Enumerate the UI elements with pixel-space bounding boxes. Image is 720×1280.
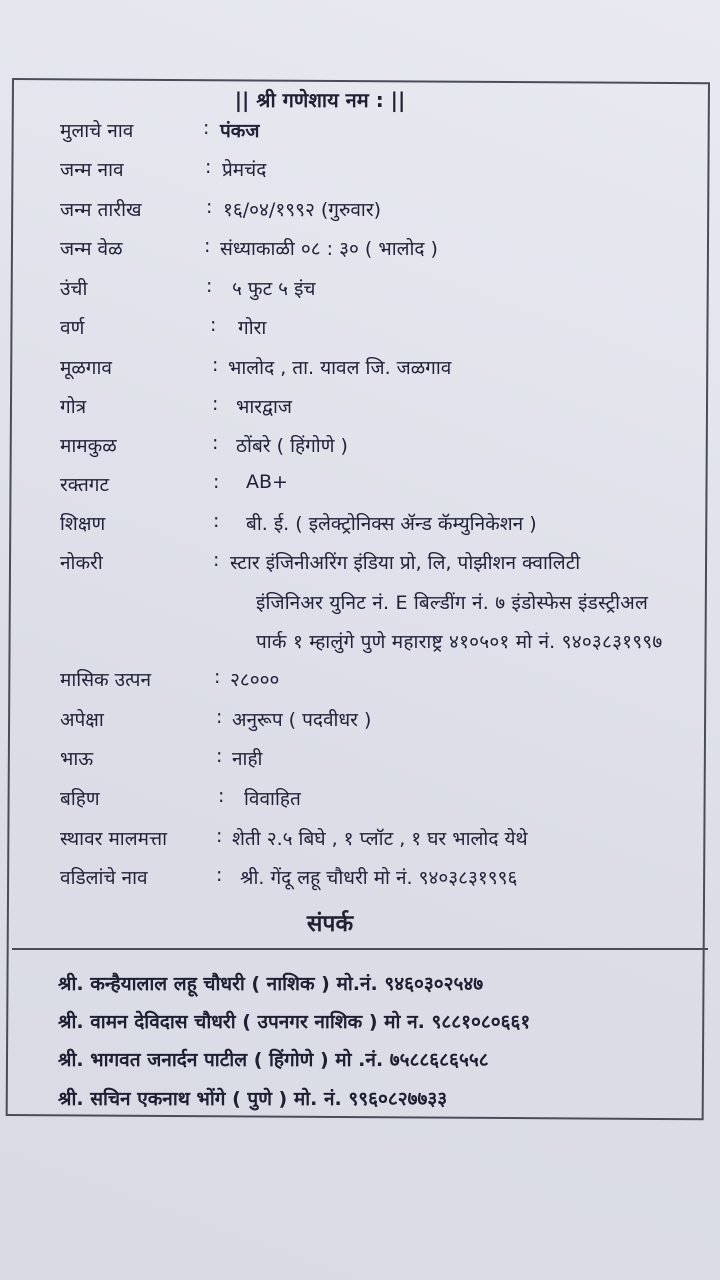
field-colon: : [210, 314, 217, 336]
field-label: गोत्र [60, 396, 87, 418]
field-colon: : [206, 275, 213, 297]
field-colon: : [216, 745, 223, 767]
field-colon: : [214, 666, 221, 688]
field-colon: : [212, 393, 219, 415]
field-label: अपेक्षा [60, 709, 104, 731]
field-value: विवाहित [244, 788, 301, 810]
field-colon: : [218, 785, 225, 807]
field-label: मामकुळ [60, 435, 117, 457]
page-title: || श्री गणेशाय नम : || [234, 88, 406, 112]
field-value: AB+ [246, 471, 288, 493]
field-colon: : [212, 432, 219, 454]
field-value: भालोद , ता. यावल जि. जळगाव [228, 357, 452, 379]
field-value: ५ फुट ५ इंच [232, 278, 316, 300]
field-label: नोकरी [60, 552, 103, 574]
field-value: प्रेमचंद [222, 159, 267, 181]
contact-heading: संपर्क [306, 911, 354, 937]
field-label: मासिक उत्पन [60, 669, 151, 691]
field-label: बहिण [60, 788, 100, 810]
contact-entry: श्री. वामन देविदास चौधरी ( उपनगर नाशिक ) मो न. ९८८१०८०६६१ [58, 1011, 531, 1033]
field-value: श्री. गेंदू लहू चौधरी मो नं. ९४०३८३१९९६ [240, 867, 518, 889]
field-colon: : [213, 510, 220, 532]
field-label: उंची [60, 278, 88, 300]
field-label: भाऊ [60, 748, 94, 770]
field-value: भारद्वाज [236, 396, 292, 418]
field-value: बी. ई. ( इलेक्ट्रोनिक्स ॲन्ड कॅम्युनिकेशन ) [246, 513, 537, 535]
field-colon: : [216, 825, 223, 847]
field-value: १६/०४/१९९२ (गुरुवार) [223, 199, 382, 221]
field-label: शिक्षण [60, 513, 106, 535]
field-value: ठोंबरे ( हिंगोणे ) [236, 435, 348, 457]
field-label: मुलाचे नाव [60, 120, 134, 142]
job-continuation-line: पार्क १ म्हालुंगे पुणे महाराष्ट्र ४१०५०१ मो नं. ९४०३८३१९९७ [256, 631, 663, 653]
field-value: शेती २.५ बिघे , १ प्लॉट , १ घर भालोद येथे [232, 828, 528, 850]
field-value: गोरा [238, 317, 267, 339]
field-label: जन्म तारीख [60, 199, 142, 221]
field-label: मूळगाव [60, 357, 112, 379]
field-colon: : [206, 196, 213, 218]
contact-divider [12, 948, 708, 950]
field-label: वडिलांचे नाव [60, 867, 148, 889]
field-label: स्थावर मालमत्ता [60, 828, 168, 850]
field-label: जन्म वेळ [60, 238, 123, 260]
field-value: अनुरूप ( पदवीधर ) [232, 709, 372, 731]
field-colon: : [205, 156, 212, 178]
field-label: रक्तगट [60, 474, 110, 496]
field-colon: : [203, 117, 210, 139]
field-colon: : [213, 471, 220, 493]
field-colon: : [212, 354, 219, 376]
field-label: जन्म नाव [60, 159, 124, 181]
field-value: २८००० [230, 669, 280, 691]
field-colon: : [204, 235, 211, 257]
field-value: पंकज [220, 120, 260, 142]
field-value: स्टार इंजिनीअरिंग इंडिया प्रो, लि, पोझीशन क्वालिटी [230, 552, 581, 574]
contact-entry: श्री. भागवत जनार्दन पाटील ( हिंगोणे ) मो .नं. ७५८८६८६५५८ [58, 1049, 489, 1071]
field-value: नाही [232, 748, 263, 770]
field-colon: : [216, 864, 223, 886]
contact-entry: श्री. कन्हैयालाल लहू चौधरी ( नाशिक ) मो.नं. ९४६०३०२५४७ [58, 973, 484, 995]
field-value: संध्याकाळी ०८ : ३० ( भालोद ) [220, 238, 438, 260]
contact-entry: श्री. सचिन एकनाथ भोंगे ( पुणे ) मो. नं. ९९६०८२७७३३ [58, 1088, 448, 1110]
job-continuation-line: इंजिनिअर युनिट नं. E बिल्डींग नं. ७ इंडोस्फेस इंडस्ट्रीअल [256, 592, 649, 614]
field-colon: : [216, 706, 223, 728]
field-colon: : [213, 549, 220, 571]
field-label: वर्ण [60, 317, 85, 339]
